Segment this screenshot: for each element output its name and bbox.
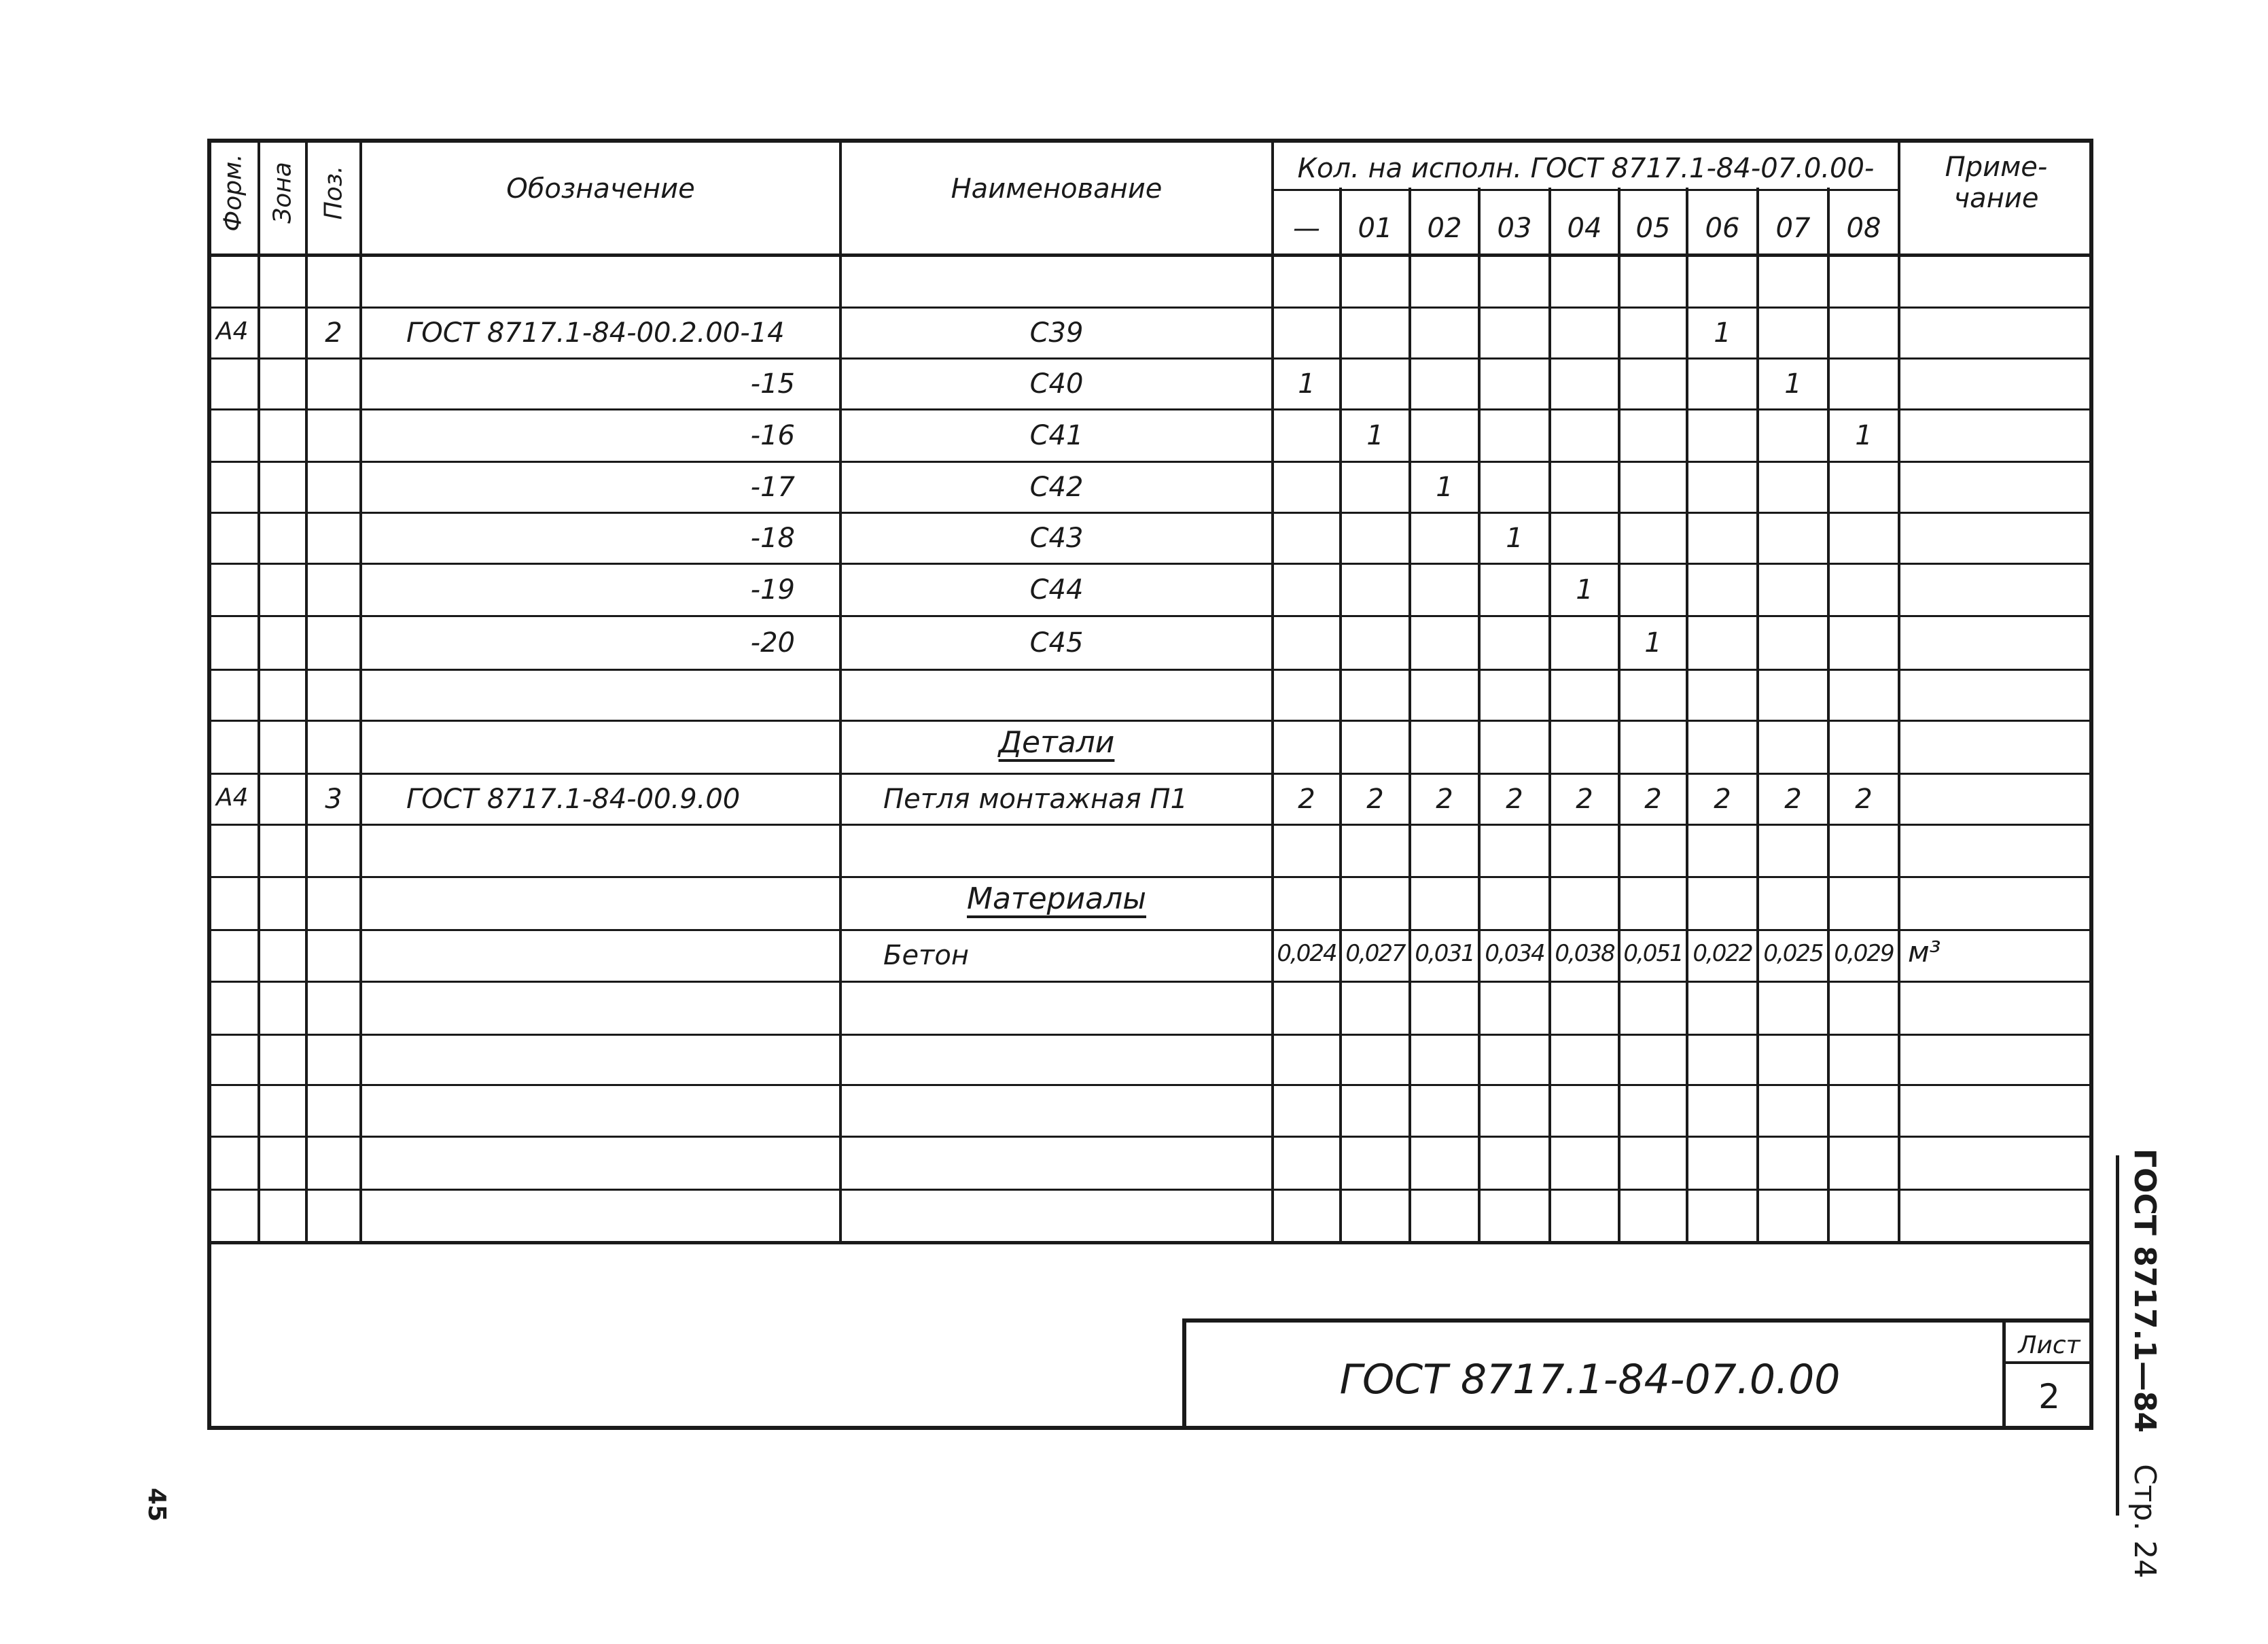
row-qty: 2 <box>1298 783 1315 815</box>
row-qty: 1 <box>1714 317 1731 349</box>
table-row-divider <box>207 461 2093 463</box>
table-column-divider <box>1548 139 1551 1242</box>
side-standard-text: ГОСТ 8717.1—84 <box>2127 1149 2162 1433</box>
row-qty: 2 <box>1855 783 1873 815</box>
table-row-divider <box>207 981 2093 983</box>
row-qty: 0,038 <box>1555 940 1614 967</box>
table-column-divider <box>1756 139 1759 1242</box>
table-row-divider <box>207 1189 2093 1191</box>
row-pos: 2 <box>325 317 342 349</box>
sheet-number: 2 <box>2038 1377 2060 1416</box>
row-qty: 1 <box>1576 574 1593 606</box>
row-qty: 0,027 <box>1345 940 1405 967</box>
row-qty: 1 <box>1784 368 1802 400</box>
table-row-divider <box>207 1241 2093 1244</box>
row-designation: -19 <box>750 574 795 606</box>
table-row-divider <box>207 615 2093 617</box>
table-row-divider <box>207 408 2093 410</box>
row-qty: 2 <box>1506 783 1523 815</box>
table-row-divider <box>207 824 2093 826</box>
row-name: С43 <box>1029 522 1084 554</box>
row-qty: 0,024 <box>1277 940 1336 967</box>
row-qty: 0,029 <box>1834 940 1894 967</box>
sheet-label: Лист <box>2018 1331 2080 1359</box>
row-qty: 2 <box>1644 783 1662 815</box>
table-row-divider <box>207 929 2093 931</box>
row-qty: 2 <box>1366 783 1384 815</box>
row-qty: 1 <box>1506 522 1523 554</box>
header-variant: 03 <box>1497 213 1532 244</box>
table-row-divider <box>207 307 2093 309</box>
table-row-divider <box>207 357 2093 360</box>
row-qty: 0,025 <box>1763 940 1823 967</box>
section-title: Материалы <box>967 881 1146 916</box>
header-zone: Зона <box>268 162 297 224</box>
header-designation: Обозначение <box>506 173 695 205</box>
row-designation: -15 <box>750 368 795 400</box>
table-column-divider <box>359 139 362 1242</box>
row-qty: 2 <box>1576 783 1593 815</box>
header-variant: 05 <box>1635 213 1671 244</box>
table-row-divider <box>207 876 2093 878</box>
table-column-divider <box>1827 139 1830 1242</box>
row-qty: 0,022 <box>1693 940 1752 967</box>
table-row-divider <box>207 1034 2093 1036</box>
row-note: м³ <box>1908 935 1941 968</box>
row-qty: 0,051 <box>1623 940 1683 967</box>
row-designation: -20 <box>750 627 795 659</box>
row-name: С40 <box>1029 368 1084 400</box>
section-title: Детали <box>998 725 1115 760</box>
header-variant: 08 <box>1846 213 1881 244</box>
table-row-divider <box>207 253 2093 257</box>
table-row-divider <box>207 1136 2093 1138</box>
header-form: Форм. <box>219 154 247 232</box>
table-row-divider <box>207 720 2093 722</box>
page-number: 45 <box>143 1487 171 1522</box>
row-name: Петля монтажная П1 <box>883 783 1188 815</box>
header-variant: — <box>1293 213 1320 244</box>
row-qty: 0,034 <box>1485 940 1544 967</box>
row-designation: -17 <box>750 471 795 503</box>
table-column-divider <box>1618 139 1620 1242</box>
document-code: ГОСТ 8717.1-84-07.0.00 <box>1339 1356 1841 1403</box>
row-qty: 1 <box>1366 419 1384 451</box>
row-name: С45 <box>1029 627 1084 659</box>
header-pos: Поз. <box>319 165 348 220</box>
row-qty: 2 <box>1436 783 1453 815</box>
row-name: С44 <box>1029 574 1084 606</box>
row-designation: ГОСТ 8717.1-84-00.2.00-14 <box>406 317 785 349</box>
row-form: А4 <box>216 317 249 345</box>
sheet-box-divider <box>2002 1361 2093 1364</box>
header-variant: 07 <box>1775 213 1811 244</box>
table-column-divider <box>258 139 260 1242</box>
row-name: Бетон <box>883 940 969 971</box>
row-qty: 2 <box>1784 783 1802 815</box>
header-variant: 06 <box>1705 213 1740 244</box>
row-name: С41 <box>1029 419 1084 451</box>
row-qty: 1 <box>1298 368 1315 400</box>
header-note-line2: чание <box>1953 183 2039 214</box>
table-column-divider <box>1478 139 1481 1242</box>
table-column-divider <box>1271 139 1274 1242</box>
header-divider <box>1273 189 1899 191</box>
side-rule <box>2116 1155 2119 1516</box>
header-variant: 02 <box>1427 213 1462 244</box>
row-qty: 0,031 <box>1415 940 1474 967</box>
table-row-divider <box>207 563 2093 565</box>
table-column-divider <box>1339 139 1342 1242</box>
row-name: С42 <box>1029 471 1084 503</box>
table-column-divider <box>1686 139 1688 1242</box>
table-column-divider <box>839 139 842 1242</box>
table-row-divider <box>207 773 2093 775</box>
header-variant: 01 <box>1358 213 1393 244</box>
side-page-label: Стр. 24 <box>2127 1464 2162 1579</box>
table-column-divider <box>1408 139 1411 1242</box>
header-note-line1: Приме- <box>1945 152 2048 183</box>
row-designation: ГОСТ 8717.1-84-00.9.00 <box>406 783 741 815</box>
header-variant: 04 <box>1567 213 1602 244</box>
header-qty-title: Кол. на исполн. ГОСТ 8717.1-84-07.0.00- <box>1297 153 1875 184</box>
side-standard-label <box>2121 1149 2162 1579</box>
row-designation: -16 <box>750 419 795 451</box>
row-qty: 2 <box>1714 783 1731 815</box>
table-column-divider <box>1898 139 1900 1242</box>
table-column-divider <box>305 139 308 1242</box>
row-form: А4 <box>216 783 249 811</box>
table-row-divider <box>207 1084 2093 1086</box>
table-row-divider <box>207 512 2093 514</box>
row-qty: 1 <box>1436 471 1453 503</box>
table-row-divider <box>207 669 2093 671</box>
row-qty: 1 <box>1855 419 1873 451</box>
row-pos: 3 <box>325 783 342 815</box>
row-qty: 1 <box>1644 627 1662 659</box>
row-designation: -18 <box>750 522 795 554</box>
row-name: С39 <box>1029 317 1084 349</box>
header-name: Наименование <box>951 173 1163 205</box>
